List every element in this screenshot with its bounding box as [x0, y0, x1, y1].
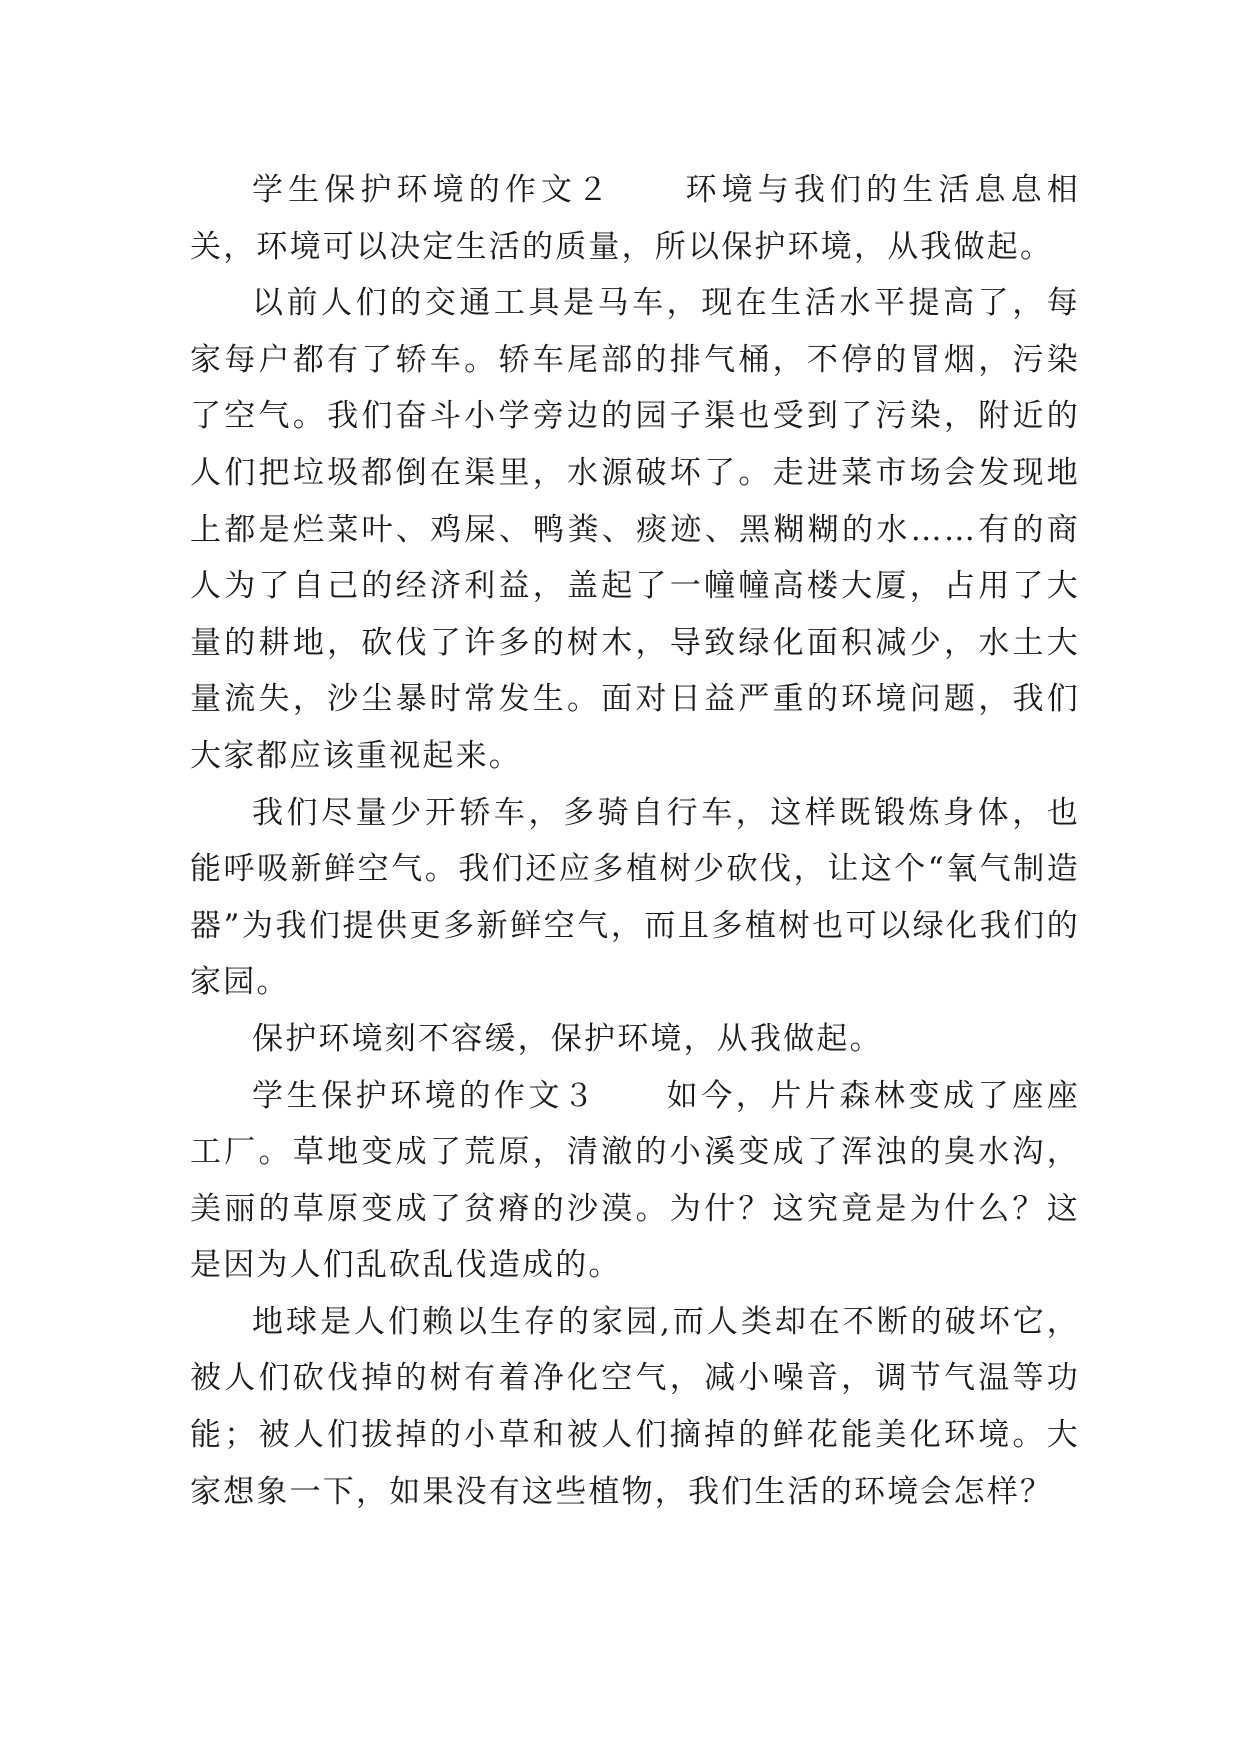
paragraph-essay-3-intro: 学生保护环境的作文３ 如今，片片森林变成了座座工厂。草地变成了荒原，清澈的小溪变成了浑浊的臭水沟，美丽的草原变成了贫瘠的沙漠。为什？这究竟是为什么？这是因为人们乱砍乱伐造成的。	[190, 1077, 1080, 1284]
paragraph-solutions: 我们尽量少开轿车，多骑自行车，这样既锻炼身体，也能呼吸新鲜空气。我们还应多植树少砍伐，让这个“氧气制造器”为我们提供更多新鲜空气，而且多植树也可以绿化我们的家园。	[190, 794, 1080, 1001]
paragraph-pollution: 以前人们的交通工具是马车，现在生活水平提高了，每家每户都有了轿车。轿车尾部的排气桶，不停的冒烟，污染了空气。我们奋斗小学旁边的园子渠也受到了污染，附近的人们把垃圾都倒在渠里，水源破坏了。走进菜市场会发现地上都是烂菜叶、鸡屎、鸭粪、痰迹、黑糊糊的水……有的商人为了自己的经济利益，盖起了一幢幢高楼大厦，占用了大量的耕地，砍伐了许多的树木，导致绿化面积减少，水土大量流失，沙尘暴时常发生。面对日益严重的环境问题，我们大家都应该重视起来。	[190, 285, 1080, 774]
paragraph-earth-home: 地球是人们赖以生存的家园,而人类却在不断的破坏它，被人们砍伐掉的树有着净化空气，减小噪音，调节气温等功能；被人们拔掉的小草和被人们摘掉的鲜花能美化环境。大家想象一下，如果没有这些植物，我们生活的环境会怎样？	[190, 1303, 1080, 1510]
paragraph-conclusion: 保护环境刻不容缓，保护环境，从我做起。	[252, 1020, 883, 1057]
paragraph-essay-2-intro: 学生保护环境的作文２ 环境与我们的生活息息相关，环境可以决定生活的质量，所以保护环境，从我做起。	[190, 172, 1080, 265]
essay-body	[190, 162, 1080, 1520]
